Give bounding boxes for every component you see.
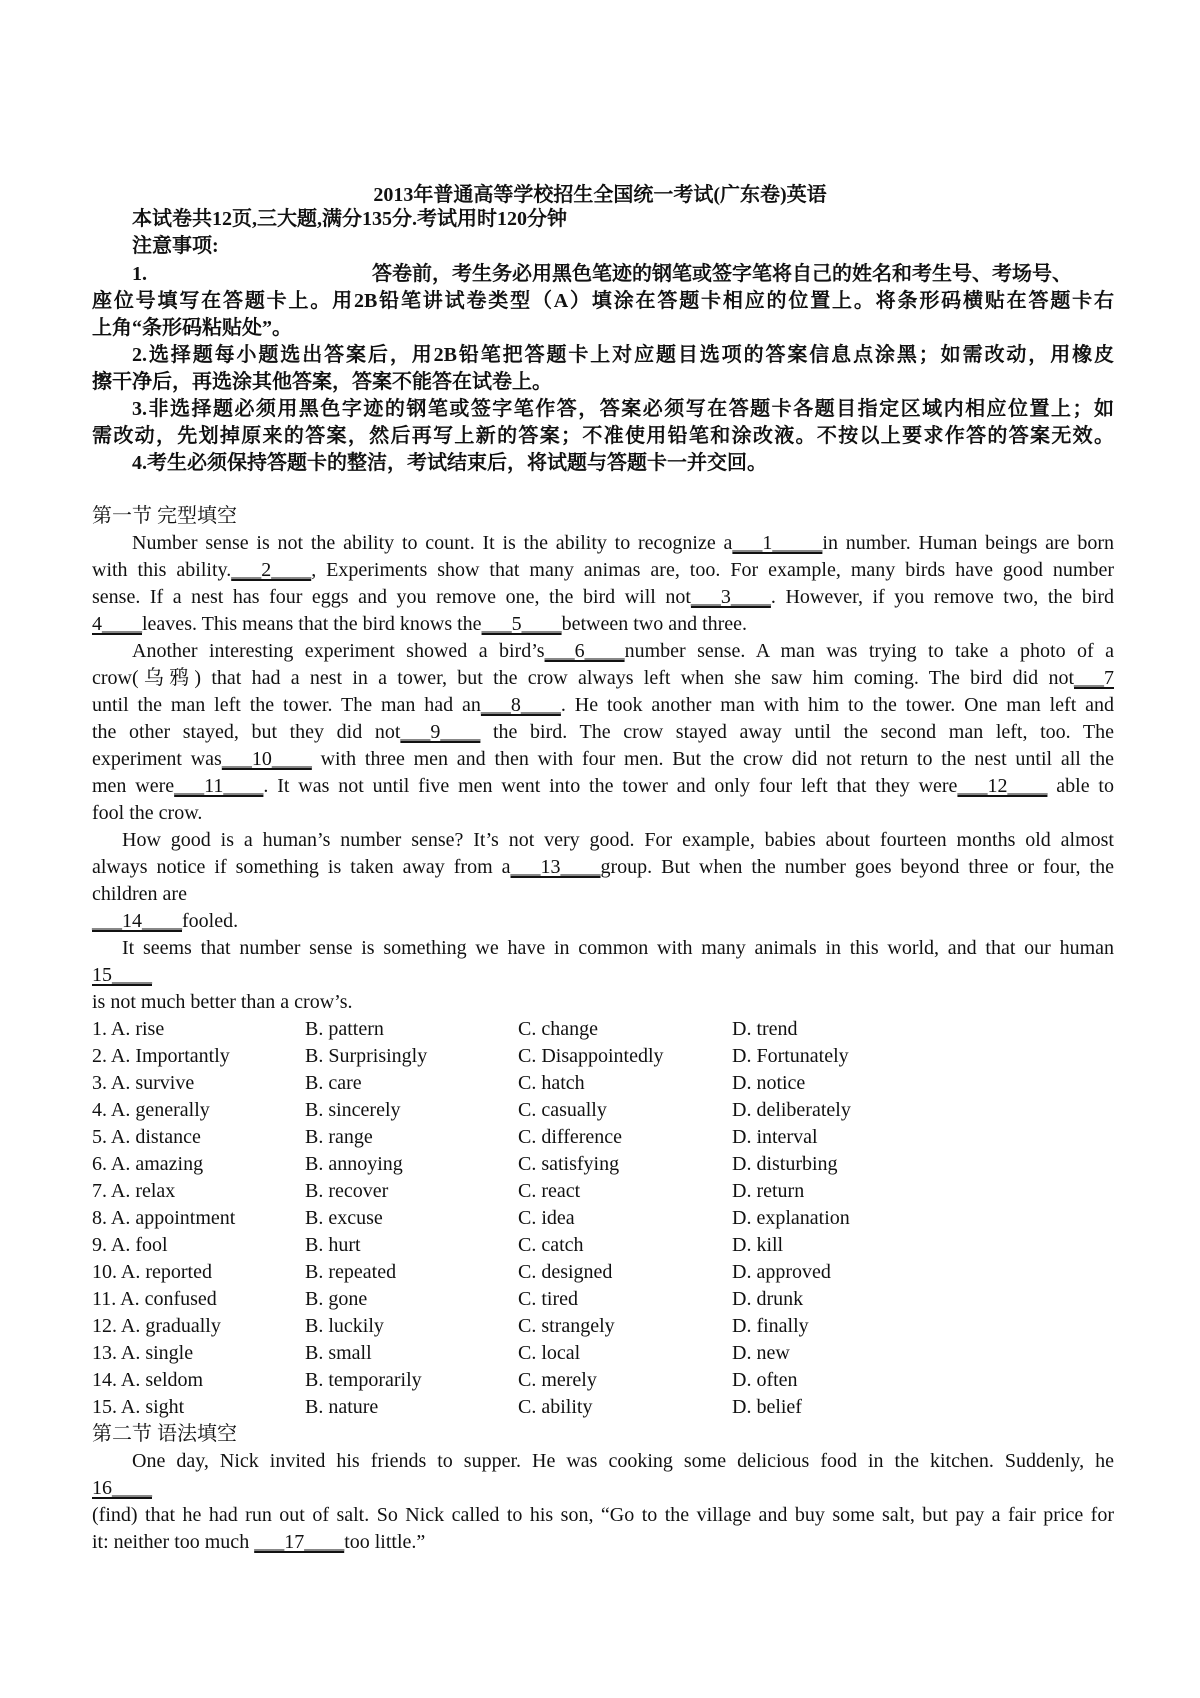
option-b: B. recover bbox=[305, 1180, 389, 1202]
option-a: 2. A. Importantly bbox=[92, 1045, 230, 1067]
option-a: 14. A. seldom bbox=[92, 1369, 204, 1391]
option-d: D. return bbox=[732, 1180, 805, 1202]
text: with three men and then with four men. But the crow did not return to the nest until all the bbox=[311, 748, 1114, 770]
s2-line-3: (find) that he had run out of salt. So Nick called to his son, “Go to the village and buy some salt, but pay a fair price for bbox=[92, 1504, 1114, 1526]
option-b: B. excuse bbox=[305, 1207, 383, 1229]
notice-2-line-1: 2.选择题每小题选出答案后，用2B铅笔把答题卡上对应题目选项的答案信息点涂黑；如需改动，用橡皮 bbox=[132, 344, 1114, 366]
option-b: B. range bbox=[305, 1126, 373, 1148]
option-b: B. hurt bbox=[305, 1234, 361, 1256]
blank-13: ___13____ bbox=[510, 856, 601, 878]
section-1-heading: 第一节 完型填空 bbox=[92, 505, 237, 527]
blank-16: 16____ bbox=[92, 1477, 152, 1499]
p4-line-2 bbox=[92, 962, 1114, 989]
option-row bbox=[92, 1016, 1114, 1043]
p2-line-7: fool the crow. bbox=[92, 802, 203, 824]
option-d: D. explanation bbox=[732, 1207, 850, 1229]
blank-7: ___7 bbox=[1074, 667, 1114, 689]
blank-14: ___14____ bbox=[92, 910, 182, 932]
option-row bbox=[92, 1394, 1114, 1421]
option-c: C. Disappointedly bbox=[518, 1045, 664, 1067]
option-b: B. care bbox=[305, 1072, 362, 1094]
text: men were bbox=[92, 775, 175, 797]
text: fooled. bbox=[182, 910, 239, 932]
text: number sense. A man was trying to take a photo of a bbox=[624, 640, 1114, 662]
text: always notice if something is taken away from a bbox=[92, 856, 511, 878]
blank-8: ___8____ bbox=[480, 694, 561, 716]
p2-line-1 bbox=[132, 638, 1114, 665]
option-d: D. belief bbox=[732, 1396, 802, 1418]
text: too little.” bbox=[344, 1531, 426, 1553]
option-c: C. ability bbox=[518, 1396, 593, 1418]
option-a: 13. A. single bbox=[92, 1342, 194, 1364]
p2-line-4 bbox=[92, 719, 1114, 746]
option-row bbox=[92, 1340, 1114, 1367]
text: experiment was bbox=[92, 748, 222, 770]
notice-2-line-2: 擦干净后，再选涂其他答案，答案不能答在试卷上。 bbox=[92, 371, 552, 393]
blank-6: ___6____ bbox=[544, 640, 625, 662]
text: the bird. The crow stayed away until the second man left, too. The bbox=[480, 721, 1114, 743]
option-a: 1. A. rise bbox=[92, 1018, 165, 1040]
option-row bbox=[92, 1367, 1114, 1394]
option-row bbox=[92, 1070, 1114, 1097]
option-d: D. kill bbox=[732, 1234, 784, 1256]
option-c: C. strangely bbox=[518, 1315, 615, 1337]
option-c: C. satisfying bbox=[518, 1153, 620, 1175]
text: it: neither too much bbox=[92, 1531, 255, 1553]
option-c: C. idea bbox=[518, 1207, 575, 1229]
option-row bbox=[92, 1178, 1114, 1205]
s2-line-2 bbox=[92, 1475, 1114, 1502]
page-title: 2013年普通高等学校招生全国统一考试(广东卷)英语 bbox=[373, 184, 827, 206]
p1-line-4 bbox=[92, 611, 1114, 638]
option-b: B. repeated bbox=[305, 1261, 397, 1283]
p2-line-3 bbox=[92, 692, 1114, 719]
text: in number. Human beings are born bbox=[822, 532, 1114, 554]
p3-line-3: children are bbox=[92, 883, 187, 905]
blank-2: ___2____ bbox=[231, 559, 312, 581]
option-d: D. finally bbox=[732, 1315, 809, 1337]
option-b: B. gone bbox=[305, 1288, 368, 1310]
text: . However, if you remove two, the bird bbox=[770, 586, 1115, 608]
notice-3-line-1: 3.非选择题必须用黑色字迹的钢笔或签字笔作答，答案必须写在答题卡各题目指定区域内相应位置上；如 bbox=[132, 398, 1114, 420]
option-row bbox=[92, 1151, 1114, 1178]
notice-1-number: 1. bbox=[132, 263, 147, 285]
option-a: 9. A. fool bbox=[92, 1234, 168, 1256]
option-row bbox=[92, 1286, 1114, 1313]
blank-9: ___9____ bbox=[400, 721, 481, 743]
p4-line-1: It seems that number sense is something we have in common with many animals in this world, and that our human bbox=[122, 937, 1114, 959]
option-d: D. deliberately bbox=[732, 1099, 851, 1121]
option-d: D. new bbox=[732, 1342, 790, 1364]
option-c: C. tired bbox=[518, 1288, 578, 1310]
text: , Experiments show that many animas are, too. For example, many birds have good number bbox=[311, 559, 1114, 581]
option-a: 12. A. gradually bbox=[92, 1315, 221, 1337]
option-row bbox=[92, 1205, 1114, 1232]
text: the other stayed, but they did not bbox=[92, 721, 401, 743]
p3-line-1: How good is a human’s number sense? It’s not very good. For example, babies about fourteen months old almost bbox=[122, 829, 1114, 851]
option-c: C. casually bbox=[518, 1099, 607, 1121]
notice-1-line-2: 座位号填写在答题卡上。用2B铅笔讲试卷类型（A）填涂在答题卡相应的位置上。将条形码横贴在答题卡右 bbox=[92, 290, 1114, 312]
text: with this ability. bbox=[92, 559, 232, 581]
p1-line-3 bbox=[92, 584, 1114, 611]
blank-17: ___17____ bbox=[254, 1531, 345, 1553]
blank-10: ___10____ bbox=[221, 748, 312, 770]
option-row bbox=[92, 1259, 1114, 1286]
text: group. But when the number goes beyond three or four, the bbox=[600, 856, 1114, 878]
blank-15: 15____ bbox=[92, 964, 152, 986]
notice-1-line-1: 答卷前，考生务必用黑色笔迹的钢笔或签字笔将自己的姓名和考生号、考场号、 bbox=[372, 263, 1072, 285]
option-a: 7. A. relax bbox=[92, 1180, 176, 1202]
p3-line-4 bbox=[92, 908, 1114, 935]
s2-line-1: One day, Nick invited his friends to supper. He was cooking some delicious food in the kitchen. Suddenly, he bbox=[132, 1450, 1114, 1472]
option-a: 3. A. survive bbox=[92, 1072, 195, 1094]
text: Another interesting experiment showed a bird’s bbox=[132, 640, 545, 662]
option-row bbox=[92, 1313, 1114, 1340]
option-a: 15. A. sight bbox=[92, 1396, 185, 1418]
option-c: C. merely bbox=[518, 1369, 597, 1391]
option-c: C. catch bbox=[518, 1234, 584, 1256]
text: Number sense is not the ability to count. It is the ability to recognize a bbox=[132, 532, 733, 554]
option-b: B. small bbox=[305, 1342, 372, 1364]
option-row bbox=[92, 1124, 1114, 1151]
option-row bbox=[92, 1232, 1114, 1259]
option-d: D. trend bbox=[732, 1018, 798, 1040]
p2-line-2 bbox=[92, 665, 1114, 692]
text: until the man left the tower. The man had an bbox=[92, 694, 481, 716]
option-row bbox=[92, 1043, 1114, 1070]
notice-1-line-3: 上角“条形码粘贴处”。 bbox=[92, 317, 292, 339]
blank-4: 4____ bbox=[92, 613, 142, 635]
p3-line-2 bbox=[92, 854, 1114, 881]
notice-3-line-2: 需改动，先划掉原来的答案，然后再写上新的答案；不准使用铅笔和涂改液。不按以上要求作答的答案无效。 bbox=[92, 425, 1114, 447]
section-2-heading: 第二节 语法填空 bbox=[92, 1423, 237, 1445]
option-a: 4. A. generally bbox=[92, 1099, 210, 1121]
option-a: 11. A. confused bbox=[92, 1288, 217, 1310]
text: between two and three. bbox=[561, 613, 748, 635]
exam-info: 本试卷共12页,三大题,满分135分.考试用时120分钟 bbox=[132, 208, 567, 230]
option-b: B. sincerely bbox=[305, 1099, 401, 1121]
option-c: C. local bbox=[518, 1342, 581, 1364]
option-b: B. luckily bbox=[305, 1315, 384, 1337]
option-b: B. temporarily bbox=[305, 1369, 422, 1391]
p2-line-6 bbox=[92, 773, 1114, 800]
p4-line-3: is not much better than a crow’s. bbox=[92, 991, 353, 1013]
p1-line-1 bbox=[132, 530, 1114, 557]
option-b: B. pattern bbox=[305, 1018, 384, 1040]
text: . It was not until five men went into the tower and only four left that they were bbox=[263, 775, 958, 797]
option-a: 8. A. appointment bbox=[92, 1207, 236, 1229]
option-d: D. drunk bbox=[732, 1288, 804, 1310]
option-b: B. annoying bbox=[305, 1153, 403, 1175]
option-b: B. Surprisingly bbox=[305, 1045, 428, 1067]
text: sense. If a nest has four eggs and you remove one, the bird will not bbox=[92, 586, 691, 608]
option-a: 10. A. reported bbox=[92, 1261, 212, 1283]
option-d: D. often bbox=[732, 1369, 798, 1391]
option-d: D. disturbing bbox=[732, 1153, 838, 1175]
option-d: D. Fortunately bbox=[732, 1045, 849, 1067]
text: crow(乌鸦) that had a nest in a tower, but the crow always left when she saw him coming. The bird did not bbox=[92, 667, 1074, 689]
option-d: D. interval bbox=[732, 1126, 818, 1148]
option-b: B. nature bbox=[305, 1396, 379, 1418]
option-c: C. designed bbox=[518, 1261, 613, 1283]
option-c: C. difference bbox=[518, 1126, 623, 1148]
text: able to bbox=[1047, 775, 1114, 797]
option-d: D. approved bbox=[732, 1261, 831, 1283]
option-c: C. react bbox=[518, 1180, 581, 1202]
notice-4-line-1: 4.考生必须保持答题卡的整洁，考试结束后，将试题与答题卡一并交回。 bbox=[132, 452, 767, 474]
option-a: 6. A. amazing bbox=[92, 1153, 204, 1175]
text: . He took another man with him to the tower. One man left and bbox=[560, 694, 1115, 716]
option-a: 5. A. distance bbox=[92, 1126, 201, 1148]
option-c: C. hatch bbox=[518, 1072, 585, 1094]
blank-5: ___5____ bbox=[481, 613, 562, 635]
option-row bbox=[92, 1097, 1114, 1124]
option-c: C. change bbox=[518, 1018, 598, 1040]
blank-1: ___1_____ bbox=[732, 532, 823, 554]
p1-line-2 bbox=[92, 557, 1114, 584]
text: leaves. This means that the bird knows the bbox=[142, 613, 482, 635]
blank-11: ___11____ bbox=[174, 775, 264, 797]
s2-line-4 bbox=[92, 1529, 1114, 1556]
option-d: D. notice bbox=[732, 1072, 806, 1094]
blank-3: ___3____ bbox=[690, 586, 771, 608]
notice-label: 注意事项: bbox=[132, 235, 219, 257]
p2-line-5 bbox=[92, 746, 1114, 773]
blank-12: ___12____ bbox=[957, 775, 1048, 797]
